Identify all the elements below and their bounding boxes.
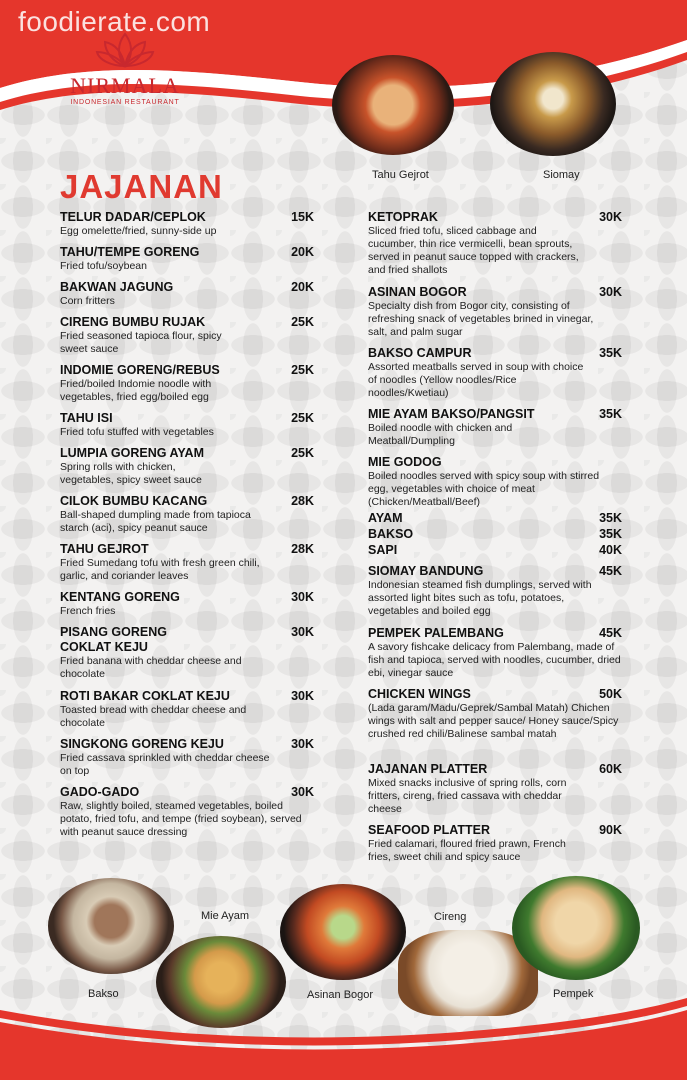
menu-item (60, 590, 314, 618)
watermark: foodierate.com (18, 6, 211, 37)
item-description: Sliced fried tofu, sliced cabbage and cucumber, thin rice vermicelli, bean sprouts, served in peanut sauce topped with crackers, and fried shallots (368, 225, 579, 276)
menu-item (60, 625, 314, 681)
photo-caption: Asinan Bogor (307, 989, 374, 1001)
item-name: BAKSO CAMPUR (368, 346, 472, 360)
photo-caption: Pempek (553, 988, 594, 1000)
item-name: KETOPRAK (368, 210, 438, 224)
menu-item (368, 346, 622, 400)
item-price: 20K (291, 280, 314, 294)
pempek-photo (512, 876, 640, 980)
item-name: INDOMIE GORENG/REBUS (60, 363, 220, 377)
option-label: AYAM (368, 511, 403, 525)
item-name: CHICKEN WINGS (368, 687, 471, 701)
item-description: (Lada garam/Madu/Geprek/Sambal Matah) Chichen wings with salt and pepper sauce/ Honey sauce/Spicy crushed red chili/Balinese sambal matah (368, 702, 619, 740)
item-price: 45K (599, 564, 622, 578)
menu-item (60, 446, 314, 487)
option-label: BAKSO (368, 527, 414, 541)
bakso-photo (48, 878, 174, 974)
mie-godog-option (368, 543, 622, 557)
menu-item (60, 785, 314, 839)
item-price: 30K (291, 785, 314, 799)
item-price: 28K (291, 542, 314, 556)
item-description: Raw, slightly boiled, steamed vegetables, boiled potato, fried tofu, and tempe (fried soybean), served with peanut sauce dressing (60, 800, 302, 838)
item-name: MIE GODOG (368, 455, 442, 469)
item-name: ROTI BAKAR COKLAT KEJU (60, 689, 230, 703)
menu-item (368, 687, 622, 741)
item-description: Mixed snacks inclusive of spring rolls, corn fritters, cireng, fried cassava with cheddar cheese (368, 777, 567, 815)
restaurant-logo (70, 30, 180, 106)
item-price: 30K (291, 590, 314, 604)
item-description: A savory fishcake delicacy from Palembang, made of fish and tapioca, served with noodles, cucumber, dried ebi, vinegar sauce (368, 641, 621, 679)
item-description: Spring rolls with chicken, vegetables, spicy sweet sauce (60, 461, 202, 486)
option-label: SAPI (368, 543, 398, 557)
menu-item (60, 210, 314, 238)
item-name: TELUR DADAR/CEPLOK (60, 210, 206, 224)
siomay-photo (490, 52, 616, 156)
item-name: CIRENG BUMBU RUJAK (60, 315, 206, 329)
menu-item (60, 542, 314, 583)
menu-item (368, 407, 622, 448)
photo-caption: Siomay (543, 169, 580, 181)
item-name: BAKWAN JAGUNG (60, 280, 174, 294)
photo-caption: Bakso (88, 988, 119, 1000)
item-description: Boiled noodle with chicken and Meatball/Dumpling (368, 422, 513, 447)
item-price: 20K (291, 245, 314, 259)
menu-item (60, 494, 314, 535)
section-title: JAJANAN (60, 168, 223, 205)
item-description: Specialty dish from Bogor city, consisting of refreshing snack of vegetables brined in vinegar, salt, and palm sugar (368, 300, 594, 338)
mie-ayam-photo (156, 936, 286, 1028)
photo-caption: Cireng (434, 911, 467, 923)
item-description: Egg omelette/fried, sunny-side up (60, 225, 217, 237)
tahu-gejrot-photo (332, 55, 454, 155)
item-name: JAJANAN PLATTER (368, 762, 488, 776)
item-description: Indonesian steamed fish dumplings, served with assorted light bites such as tofu, potatoes, vegetables and boiled egg (368, 579, 592, 617)
item-price: 30K (291, 737, 314, 751)
item-description: French fries (60, 605, 116, 617)
asinan-bogor-photo (280, 884, 406, 980)
item-price: 60K (599, 762, 622, 776)
item-price: 15K (291, 210, 314, 224)
item-name: SINGKONG GORENG KEJU (60, 737, 224, 751)
menu-item (60, 737, 314, 778)
item-name: LUMPIA GORENG AYAM (60, 446, 205, 460)
item-price: 30K (599, 285, 622, 299)
item-price: 35K (599, 407, 622, 421)
item-name: GADO-GADO (60, 785, 140, 799)
mie-godog-option (368, 527, 622, 541)
item-price: 45K (599, 626, 622, 640)
menu-item (368, 626, 622, 680)
menu-item (60, 280, 314, 308)
item-price: 50K (599, 687, 622, 701)
menu-item (60, 245, 314, 273)
option-price: 35K (599, 511, 622, 525)
item-name: ASINAN BOGOR (368, 285, 467, 299)
item-description: Fried Sumedang tofu with fresh green chili, garlic, and coriander leaves (60, 557, 260, 582)
menu-item (368, 762, 622, 816)
item-name: MIE AYAM BAKSO/PANGSIT (368, 407, 535, 421)
item-description: Fried tofu/soybean (60, 260, 147, 272)
brand-subtitle: INDONESIAN RESTAURANT (70, 99, 180, 106)
menu-item (368, 823, 622, 864)
item-name: KENTANG GORENG (60, 590, 180, 604)
item-description: Fried seasoned tapioca flour, spicy sweet sauce (60, 330, 222, 355)
item-description: Fried/boiled Indomie noodle with vegetables, fried egg/boiled egg (60, 378, 212, 403)
item-description: Fried cassava sprinkled with cheddar cheese on top (60, 752, 270, 777)
menu-item (368, 564, 622, 618)
item-description: Corn fritters (60, 295, 115, 307)
item-description: Toasted bread with cheddar cheese and chocolate (60, 704, 247, 729)
option-price: 35K (599, 527, 622, 541)
item-name: TAHU GEJROT (60, 542, 149, 556)
photo-caption: Mie Ayam (201, 910, 250, 922)
item-price: 90K (599, 823, 622, 837)
lotus-icon (95, 30, 155, 70)
photo-caption: Tahu Gejrot (372, 169, 429, 181)
mie-godog-option (368, 511, 622, 525)
item-name: SEAFOOD PLATTER (368, 823, 490, 837)
item-description: Ball-shaped dumpling made from tapioca starch (aci), spicy peanut sauce (60, 509, 251, 534)
item-name: TAHU/TEMPE GORENG (60, 245, 200, 259)
menu-item (368, 285, 622, 339)
brand-name: NIRMALA (70, 73, 180, 98)
menu-item (60, 315, 314, 356)
item-price: 28K (291, 494, 314, 508)
item-price: 30K (291, 689, 314, 703)
item-price: 25K (291, 446, 314, 460)
item-name: PEMPEK PALEMBANG (368, 626, 504, 640)
item-description: Fried tofu stuffed with vegetables (60, 426, 214, 438)
menu-item (60, 363, 314, 404)
item-price: 25K (291, 315, 314, 329)
option-price: 40K (599, 543, 622, 557)
item-name: SIOMAY BANDUNG (368, 564, 484, 578)
item-price: 25K (291, 411, 314, 425)
item-description: Fried banana with cheddar cheese and chocolate (60, 655, 242, 680)
item-description: Fried calamari, floured fried prawn, French fries, sweet chili and spicy sauce (368, 838, 566, 863)
menu-item (60, 411, 314, 439)
item-name: TAHU ISI (60, 411, 113, 425)
item-name: PISANG GORENG COKLAT KEJU (60, 625, 167, 654)
item-price: 30K (599, 210, 622, 224)
menu-item (60, 689, 314, 730)
item-price: 35K (599, 346, 622, 360)
item-description: Boiled noodles served with spicy soup with stirred egg, vegetables with choice of meat (Chicken/Meatball/Beef) (368, 470, 600, 508)
menu-item (368, 455, 622, 509)
item-description: Assorted meatballs served in soup with choice of noodles (Yellow noodles/Rice noodles/Kwetiau) (368, 361, 584, 399)
menu-item (368, 210, 622, 277)
item-name: CILOK BUMBU KACANG (60, 494, 208, 508)
item-price: 25K (291, 363, 314, 377)
item-price: 30K (291, 625, 314, 639)
